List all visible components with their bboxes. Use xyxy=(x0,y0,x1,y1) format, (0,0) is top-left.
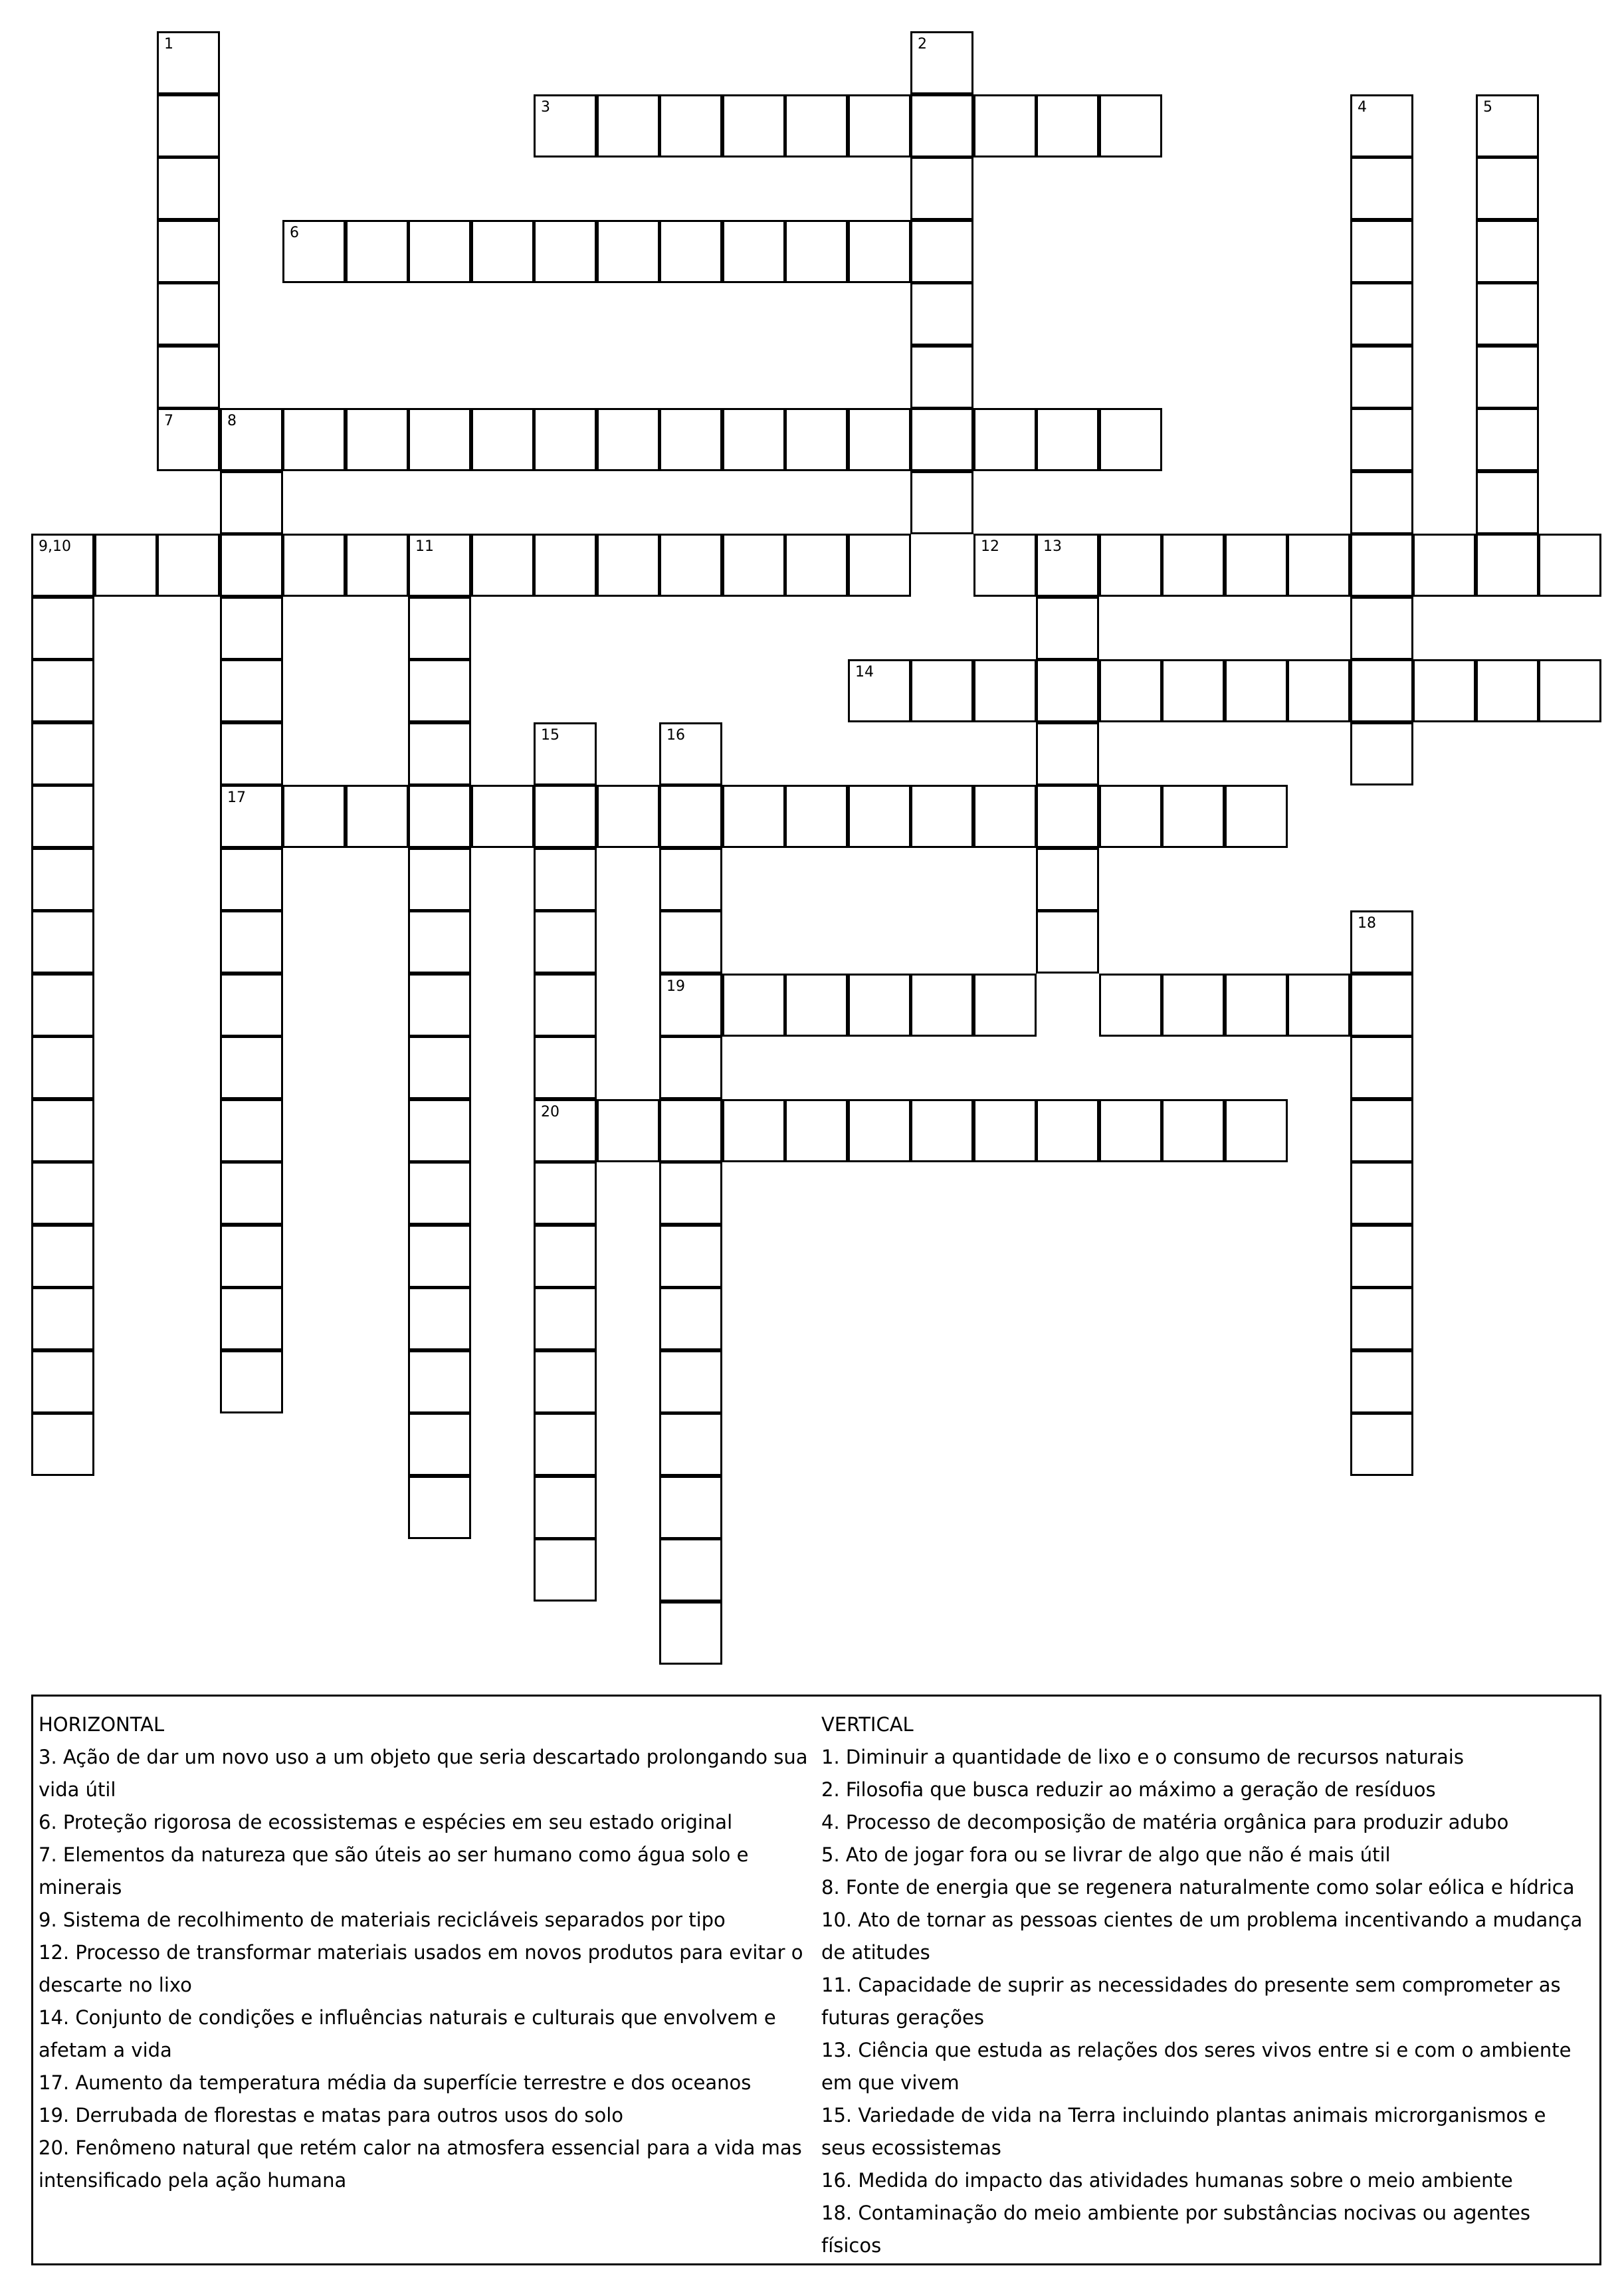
crossword-cell[interactable] xyxy=(31,1162,94,1225)
crossword-cell[interactable] xyxy=(785,534,848,597)
clue-h-14: 14. Conjunto de condições e influências naturais e culturais que envolvem e afetam a vida xyxy=(39,2006,776,2061)
crossword-cell[interactable] xyxy=(534,534,597,597)
crossword-cell[interactable] xyxy=(534,1162,597,1225)
crossword-cell[interactable] xyxy=(534,910,597,974)
crossword-cell[interactable] xyxy=(157,31,220,94)
clue-h-3: 3. Ação de dar um novo uso a um objeto que seria descartado prolongando sua vida útil xyxy=(39,1746,808,1801)
crossword-cell[interactable] xyxy=(471,220,534,283)
crossword-cell[interactable] xyxy=(282,785,346,848)
clue-v-5: 5. Ato de jogar fora ou se livrar de algo que não é mais útil xyxy=(821,1843,1391,1866)
crossword-cell[interactable] xyxy=(597,94,660,157)
crossword-cell[interactable] xyxy=(346,408,409,471)
crossword-cell[interactable] xyxy=(220,659,283,722)
crossword-cell[interactable] xyxy=(1350,1099,1413,1162)
crossword-cell[interactable] xyxy=(848,974,911,1037)
crossword-cell[interactable] xyxy=(1476,346,1539,409)
crossword-cell[interactable] xyxy=(1476,94,1539,157)
clue-v-11: 11. Capacidade de suprir as necessidades do presente sem comprometer as futuras gerações xyxy=(821,1974,1561,2029)
clue-number: 13 xyxy=(1043,538,1062,555)
crossword-cell[interactable] xyxy=(659,722,722,785)
crossword-cell[interactable] xyxy=(1036,910,1099,974)
crossword-cell[interactable] xyxy=(973,659,1037,722)
crossword-cell[interactable] xyxy=(973,408,1037,471)
crossword-cell[interactable] xyxy=(722,785,785,848)
crossword-cell[interactable] xyxy=(1036,534,1099,597)
crossword-cell[interactable] xyxy=(31,1225,94,1288)
crossword-cell[interactable] xyxy=(1099,534,1162,597)
horizontal-heading: HORIZONTAL xyxy=(39,1713,165,1736)
clue-number: 20 xyxy=(541,1104,559,1120)
crossword-cell[interactable] xyxy=(1350,1350,1413,1413)
crossword-cell[interactable] xyxy=(1036,94,1099,157)
crossword-cell[interactable] xyxy=(220,1350,283,1413)
crossword-cell[interactable] xyxy=(1350,722,1413,785)
crossword-cell[interactable] xyxy=(659,534,722,597)
crossword-cell[interactable] xyxy=(220,1099,283,1162)
crossword-cell[interactable] xyxy=(282,220,346,283)
crossword-cell[interactable] xyxy=(1476,408,1539,471)
crossword-cell[interactable] xyxy=(973,1099,1037,1162)
crossword-cell[interactable] xyxy=(282,408,346,471)
crossword-cell[interactable] xyxy=(408,1225,471,1288)
crossword-cell[interactable] xyxy=(282,534,346,597)
crossword-cell[interactable] xyxy=(534,1287,597,1350)
crossword-cell[interactable] xyxy=(1476,659,1539,722)
crossword-cell[interactable] xyxy=(973,785,1037,848)
crossword-cell[interactable] xyxy=(1350,974,1413,1037)
crossword-cell[interactable] xyxy=(659,1602,722,1665)
crossword-cell[interactable] xyxy=(659,1036,722,1099)
crossword-cell[interactable] xyxy=(1350,1162,1413,1225)
crossword-cell[interactable] xyxy=(346,534,409,597)
crossword-cell[interactable] xyxy=(157,282,220,346)
crossword-cell[interactable] xyxy=(659,910,722,974)
crossword-cell[interactable] xyxy=(220,974,283,1037)
crossword-cell[interactable] xyxy=(1162,1099,1225,1162)
crossword-cell[interactable] xyxy=(1162,785,1225,848)
crossword-cell[interactable] xyxy=(408,659,471,722)
clue-h-17: 17. Aumento da temperatura média da superfície terrestre e dos oceanos xyxy=(39,2071,752,2094)
crossword-cell[interactable] xyxy=(220,534,283,597)
crossword-cell[interactable] xyxy=(910,346,973,409)
crossword-cell[interactable] xyxy=(1350,1036,1413,1099)
crossword-cell[interactable] xyxy=(220,848,283,911)
crossword-cell[interactable] xyxy=(785,408,848,471)
crossword-cell[interactable] xyxy=(910,1099,973,1162)
clue-h-9: 9. Sistema de recolhimento de materiais recicláveis separados por tipo xyxy=(39,1909,726,1931)
crossword-cell[interactable] xyxy=(659,1413,722,1476)
crossword-cell[interactable] xyxy=(910,282,973,346)
clue-number: 7 xyxy=(164,413,173,429)
crossword-cell[interactable] xyxy=(534,94,597,157)
crossword-cell[interactable] xyxy=(597,408,660,471)
crossword-cell[interactable] xyxy=(659,1162,722,1225)
clue-v-8: 8. Fonte de energia que se regenera naturalmente como solar eólica e hídrica xyxy=(821,1876,1575,1899)
crossword-cell[interactable] xyxy=(910,408,973,471)
crossword-cell[interactable] xyxy=(1036,848,1099,911)
crossword-cell[interactable] xyxy=(1350,1287,1413,1350)
crossword-cell[interactable] xyxy=(31,1287,94,1350)
crossword-cell[interactable] xyxy=(597,534,660,597)
crossword-cell[interactable] xyxy=(659,785,722,848)
crossword-cell[interactable] xyxy=(1162,534,1225,597)
crossword-cell[interactable] xyxy=(408,722,471,785)
crossword-cell[interactable] xyxy=(848,534,911,597)
crossword-cell[interactable] xyxy=(220,1225,283,1288)
crossword-cell[interactable] xyxy=(1225,785,1288,848)
clue-number: 5 xyxy=(1483,99,1492,116)
crossword-cell[interactable] xyxy=(534,408,597,471)
crossword-cell[interactable] xyxy=(1036,408,1099,471)
clue-number: 19 xyxy=(666,978,685,995)
crossword-cell[interactable] xyxy=(157,220,220,283)
crossword-cell[interactable] xyxy=(408,910,471,974)
crossword-cell[interactable] xyxy=(534,1538,597,1602)
crossword-cell[interactable] xyxy=(1476,471,1539,534)
crossword-cell[interactable] xyxy=(408,785,471,848)
crossword-cell[interactable] xyxy=(1350,597,1413,660)
crossword-cell[interactable] xyxy=(1350,1413,1413,1476)
crossword-cell[interactable] xyxy=(597,785,660,848)
crossword-cell[interactable] xyxy=(220,785,283,848)
crossword-cell[interactable] xyxy=(31,910,94,974)
crossword-cell[interactable] xyxy=(534,1476,597,1539)
crossword-cell[interactable] xyxy=(848,94,911,157)
clue-number: 16 xyxy=(666,727,685,744)
crossword-cell[interactable] xyxy=(534,1350,597,1413)
crossword-cell[interactable] xyxy=(1036,722,1099,785)
crossword-cell[interactable] xyxy=(408,597,471,660)
crossword-cell[interactable] xyxy=(1350,1225,1413,1288)
crossword-cell[interactable] xyxy=(408,220,471,283)
clue-h-6: 6. Proteção rigorosa de ecossistemas e espécies em seu estado original xyxy=(39,1811,733,1833)
clue-h-20: 20. Fenômeno natural que retém calor na atmosfera essencial para a vida mas intensificado pela ação humana xyxy=(39,2136,802,2192)
crossword-cell[interactable] xyxy=(1287,974,1350,1037)
crossword-cell[interactable] xyxy=(31,1350,94,1413)
vertical-heading: VERTICAL xyxy=(821,1713,914,1736)
crossword-cell[interactable] xyxy=(785,1099,848,1162)
crossword-cell[interactable] xyxy=(1350,94,1413,157)
crossword-cell[interactable] xyxy=(848,220,911,283)
crossword-cell[interactable] xyxy=(659,408,722,471)
crossword-cell[interactable] xyxy=(910,94,973,157)
clue-h-7: 7. Elementos da natureza que são úteis ao ser humano como água solo e minerais xyxy=(39,1843,749,1899)
crossword-cell[interactable] xyxy=(848,659,911,722)
crossword-cell[interactable] xyxy=(659,1538,722,1602)
crossword-cell[interactable] xyxy=(910,471,973,534)
crossword-cell[interactable] xyxy=(31,848,94,911)
crossword-cell[interactable] xyxy=(785,974,848,1037)
crossword-cell[interactable] xyxy=(220,597,283,660)
clue-v-16: 16. Medida do impacto das atividades humanas sobre o meio ambiente xyxy=(821,2169,1513,2192)
crossword-cell[interactable] xyxy=(1099,785,1162,848)
crossword-cell[interactable] xyxy=(346,220,409,283)
clue-number: 11 xyxy=(415,538,434,555)
clue-number: 14 xyxy=(855,664,874,680)
crossword-cell[interactable] xyxy=(1350,282,1413,346)
crossword-cell[interactable] xyxy=(722,534,785,597)
clue-v-15: 15. Variedade de vida na Terra incluindo plantas animais microrganismos e seus ecossistemas xyxy=(821,2104,1546,2159)
crossword-cell[interactable] xyxy=(1350,408,1413,471)
crossword-cell[interactable] xyxy=(1538,659,1601,722)
crossword-cell[interactable] xyxy=(659,94,722,157)
crossword-cell[interactable] xyxy=(220,722,283,785)
crossword-cell[interactable] xyxy=(31,974,94,1037)
crossword-cell[interactable] xyxy=(220,1287,283,1350)
crossword-cell[interactable] xyxy=(910,974,973,1037)
crossword-cell[interactable] xyxy=(1476,220,1539,283)
crossword-cell[interactable] xyxy=(408,1099,471,1162)
crossword-cell[interactable] xyxy=(1099,94,1162,157)
clue-v-10: 10. Ato de tornar as pessoas cientes de um problema incentivando a mudança de atitudes xyxy=(821,1909,1583,1964)
crossword-cell[interactable] xyxy=(910,659,973,722)
crossword-cell[interactable] xyxy=(1476,282,1539,346)
clue-number: 2 xyxy=(918,36,927,52)
crossword-cell[interactable] xyxy=(1036,597,1099,660)
crossword-cell[interactable] xyxy=(1036,659,1099,722)
crossword-cell[interactable] xyxy=(1099,408,1162,471)
crossword-cell[interactable] xyxy=(973,974,1037,1037)
crossword-cell[interactable] xyxy=(659,1225,722,1288)
crossword-cell[interactable] xyxy=(31,659,94,722)
crossword-cell[interactable] xyxy=(31,534,94,597)
crossword-cell[interactable] xyxy=(220,910,283,974)
crossword-cell[interactable] xyxy=(408,1413,471,1476)
crossword-cell[interactable] xyxy=(31,785,94,848)
clue-h-19: 19. Derrubada de florestas e matas para outros usos do solo xyxy=(39,2104,624,2126)
crossword-cell[interactable] xyxy=(659,848,722,911)
crossword-cell[interactable] xyxy=(408,1036,471,1099)
crossword-cell[interactable] xyxy=(910,785,973,848)
crossword-cell[interactable] xyxy=(31,1099,94,1162)
crossword-cell[interactable] xyxy=(31,597,94,660)
crossword-cell[interactable] xyxy=(910,157,973,220)
crossword-cell[interactable] xyxy=(1287,534,1350,597)
clue-number: 12 xyxy=(981,538,999,555)
crossword-cell[interactable] xyxy=(408,408,471,471)
crossword-cell[interactable] xyxy=(722,974,785,1037)
crossword-cell[interactable] xyxy=(534,974,597,1037)
crossword-cell[interactable] xyxy=(1350,346,1413,409)
crossword-cell[interactable] xyxy=(1225,1099,1288,1162)
crossword-cell[interactable] xyxy=(597,1099,660,1162)
crossword-cell[interactable] xyxy=(1099,974,1162,1037)
crossword-cell[interactable] xyxy=(659,220,722,283)
clue-v-13: 13. Ciência que estuda as relações dos seres vivos entre si e com o ambiente em que vivem xyxy=(821,2039,1572,2094)
crossword-cell[interactable] xyxy=(848,408,911,471)
crossword-cell[interactable] xyxy=(1099,1099,1162,1162)
crossword-cell[interactable] xyxy=(722,1099,785,1162)
crossword-cell[interactable] xyxy=(1350,910,1413,974)
crossword-cell[interactable] xyxy=(534,785,597,848)
crossword-cell[interactable] xyxy=(973,534,1037,597)
clue-number: 18 xyxy=(1358,915,1376,932)
crossword-cell[interactable] xyxy=(408,1350,471,1413)
crossword-cell[interactable] xyxy=(1162,659,1225,722)
crossword-cell[interactable] xyxy=(534,722,597,785)
crossword-cell[interactable] xyxy=(534,1036,597,1099)
crossword-cell[interactable] xyxy=(973,94,1037,157)
crossword-cell[interactable] xyxy=(408,1162,471,1225)
crossword-cell[interactable] xyxy=(1476,157,1539,220)
crossword-cell[interactable] xyxy=(848,785,911,848)
crossword-cell[interactable] xyxy=(471,785,534,848)
crossword-cell[interactable] xyxy=(534,1225,597,1288)
clue-number: 4 xyxy=(1358,99,1367,116)
crossword-cell[interactable] xyxy=(157,408,220,471)
crossword-cell[interactable] xyxy=(910,31,973,94)
crossword-cell[interactable] xyxy=(1036,1099,1099,1162)
clue-v-1: 1. Diminuir a quantidade de lixo e o consumo de recursos naturais xyxy=(821,1746,1464,1768)
clue-number: 1 xyxy=(164,36,173,52)
crossword-cell[interactable] xyxy=(408,1476,471,1539)
crossword-cell[interactable] xyxy=(31,1413,94,1476)
crossword-cell[interactable] xyxy=(220,1162,283,1225)
crossword-cell[interactable] xyxy=(659,1476,722,1539)
clue-h-12: 12. Processo de transformar materiais usados em novos produtos para evitar o descarte no lixo xyxy=(39,1941,803,1996)
crossword-cell[interactable] xyxy=(659,1350,722,1413)
crossword-cell[interactable] xyxy=(408,1287,471,1350)
crossword-cell[interactable] xyxy=(1413,534,1476,597)
crossword-cell[interactable] xyxy=(722,408,785,471)
crossword-cell[interactable] xyxy=(157,346,220,409)
crossword-cell[interactable] xyxy=(1350,220,1413,283)
clues-panel xyxy=(31,1695,1601,2265)
crossword-cell[interactable] xyxy=(220,408,283,471)
crossword-cell[interactable] xyxy=(722,94,785,157)
crossword-cell[interactable] xyxy=(534,848,597,911)
crossword-cell[interactable] xyxy=(220,471,283,534)
crossword-cell[interactable] xyxy=(1225,534,1288,597)
crossword-cell[interactable] xyxy=(1225,659,1288,722)
crossword-cell[interactable] xyxy=(1225,974,1288,1037)
crossword-cell[interactable] xyxy=(1350,471,1413,534)
crossword-cell[interactable] xyxy=(157,534,220,597)
crossword-cell[interactable] xyxy=(1476,534,1539,597)
crossword-cell[interactable] xyxy=(1287,659,1350,722)
crossword-cell[interactable] xyxy=(659,974,722,1037)
crossword-cell[interactable] xyxy=(534,1099,597,1162)
crossword-cell[interactable] xyxy=(220,1036,283,1099)
crossword-cell[interactable] xyxy=(471,534,534,597)
crossword-cell[interactable] xyxy=(1538,534,1601,597)
crossword-cell[interactable] xyxy=(408,974,471,1037)
crossword-cell[interactable] xyxy=(659,1287,722,1350)
clue-number: 6 xyxy=(290,225,299,241)
crossword-cell[interactable] xyxy=(1350,534,1413,597)
crossword-cell[interactable] xyxy=(848,1099,911,1162)
crossword-cell[interactable] xyxy=(94,534,157,597)
crossword-cell[interactable] xyxy=(31,1036,94,1099)
crossword-cell[interactable] xyxy=(534,220,597,283)
clue-number: 8 xyxy=(227,413,237,429)
horizontal-clues xyxy=(39,1709,826,2197)
clue-v-18: 18. Contaminação do meio ambiente por substâncias nocivas ou agentes físicos xyxy=(821,2202,1530,2257)
clue-number: 17 xyxy=(227,789,246,806)
crossword-cell[interactable] xyxy=(408,848,471,911)
crossword-cell[interactable] xyxy=(1099,659,1162,722)
crossword-cell[interactable] xyxy=(722,220,785,283)
crossword-cell[interactable] xyxy=(785,785,848,848)
crossword-cell[interactable] xyxy=(534,1413,597,1476)
crossword-cell[interactable] xyxy=(471,408,534,471)
crossword-cell[interactable] xyxy=(408,534,471,597)
crossword-cell[interactable] xyxy=(1350,157,1413,220)
crossword-cell[interactable] xyxy=(597,220,660,283)
clue-v-4: 4. Processo de decomposição de matéria orgânica para produzir adubo xyxy=(821,1811,1509,1833)
crossword-cell[interactable] xyxy=(659,1099,722,1162)
clue-v-2: 2. Filosofia que busca reduzir ao máximo a geração de resíduos xyxy=(821,1778,1436,1801)
crossword-cell[interactable] xyxy=(157,157,220,220)
crossword-cell[interactable] xyxy=(31,722,94,785)
crossword-cell[interactable] xyxy=(1036,785,1099,848)
clue-number: 9,10 xyxy=(39,538,71,555)
vertical-clues xyxy=(821,1709,1592,2262)
crossword-cell[interactable] xyxy=(1162,974,1225,1037)
crossword-cell[interactable] xyxy=(785,220,848,283)
clue-number: 3 xyxy=(541,99,550,116)
crossword-cell[interactable] xyxy=(910,220,973,283)
clue-number: 15 xyxy=(541,727,559,744)
crossword-cell[interactable] xyxy=(785,94,848,157)
crossword-cell[interactable] xyxy=(346,785,409,848)
crossword-cell[interactable] xyxy=(1413,659,1476,722)
crossword-cell[interactable] xyxy=(1350,659,1413,722)
crossword-cell[interactable] xyxy=(157,94,220,157)
